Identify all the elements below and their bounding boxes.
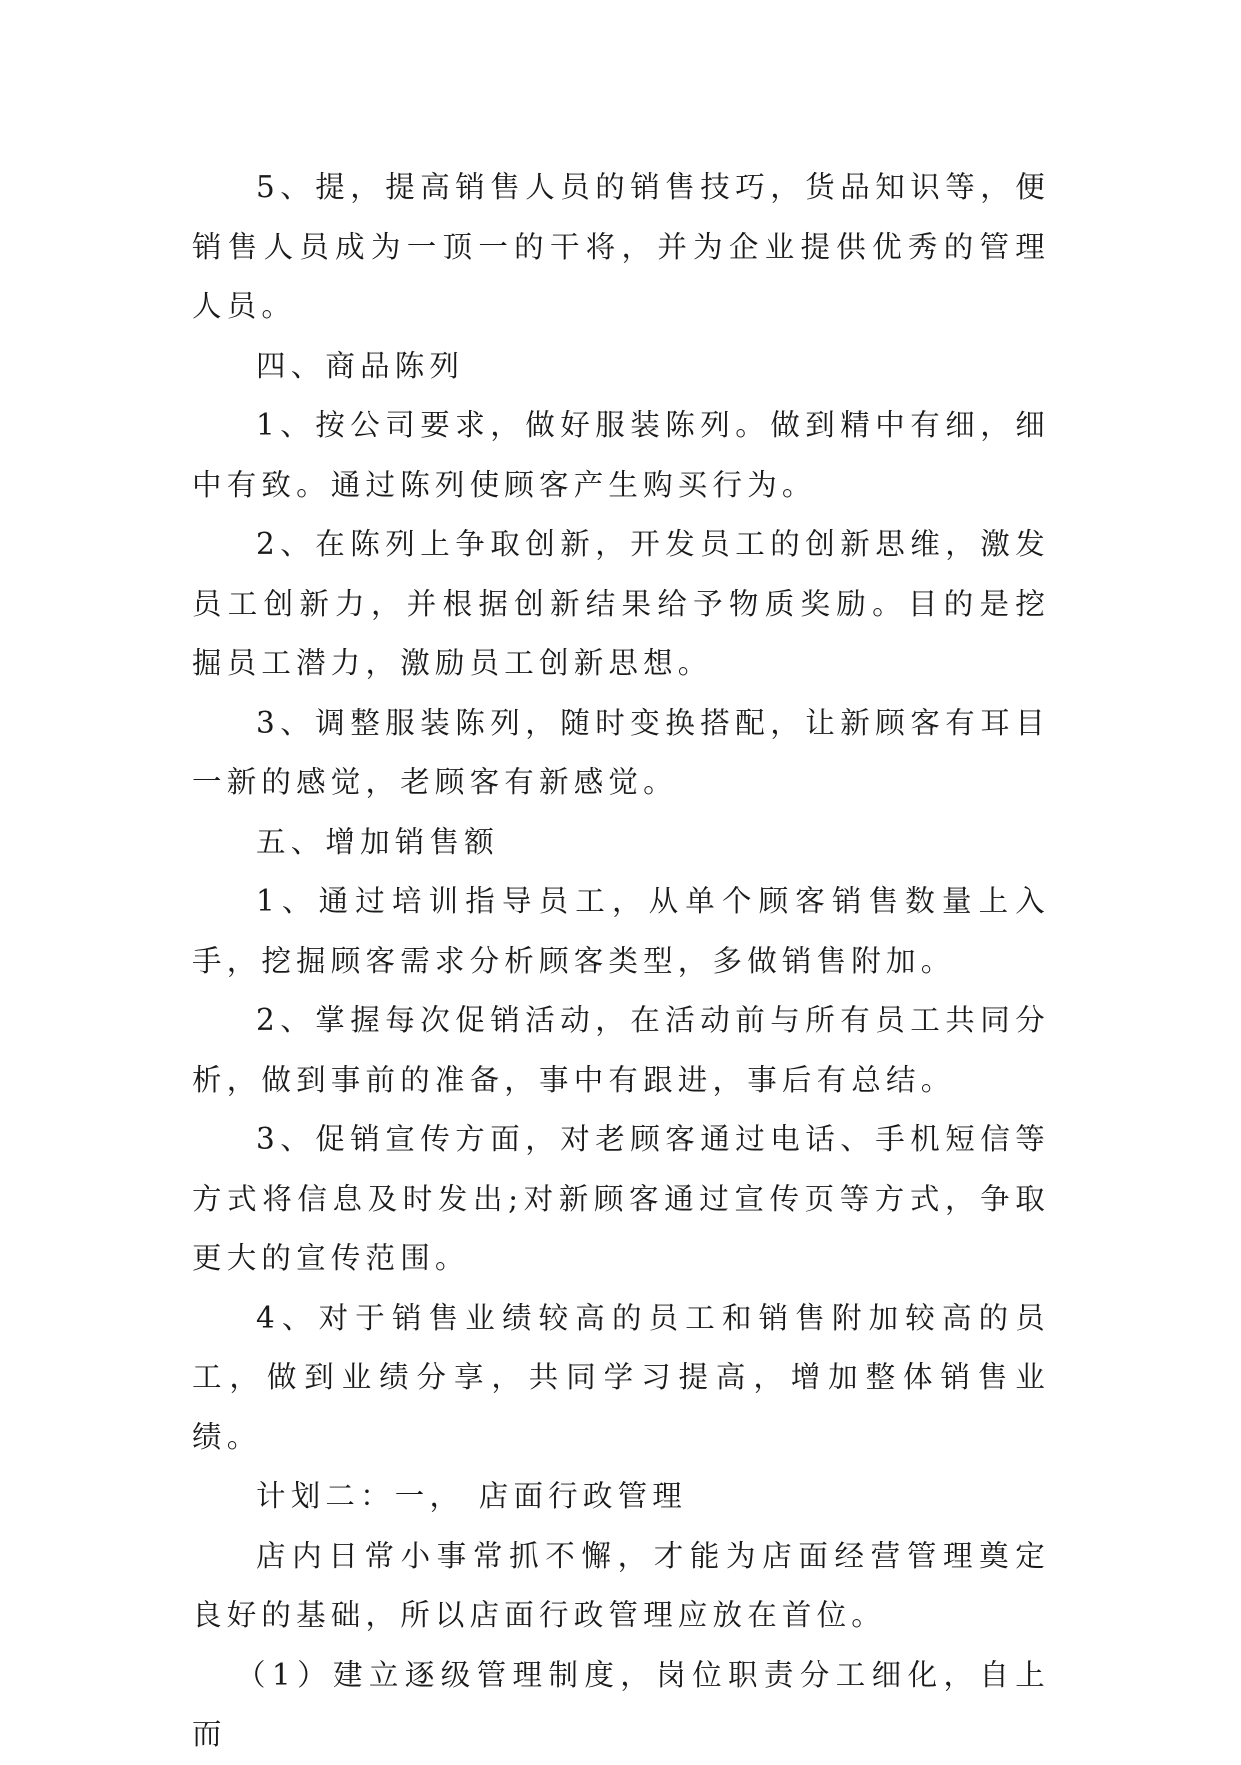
paragraph-admin-1: （1）建立逐级管理制度，岗位职责分工细化，自上而 bbox=[192, 1657, 1050, 1751]
paragraph-display-1: 1、按公司要求，做好服装陈列。做到精中有细，细中有致。通过陈列使顾客产生购买行为。 bbox=[192, 408, 1050, 502]
paragraph-5-training: 5、提，提高销售人员的销售技巧，货品知识等，便销售人员成为一顶一的干将，并为企业提供优秀的管理人员。 bbox=[192, 170, 1050, 323]
document-body bbox=[192, 158, 1050, 1765]
paragraph-sales-4: 4、对于销售业绩较高的员工和销售附加较高的员工，做到业绩分享，共同学习提高，增加整体销售业绩。 bbox=[192, 1300, 1050, 1454]
section-heading-display: 四、商品陈列 bbox=[256, 348, 465, 383]
paragraph-display-3: 3、调整服装陈列，随时变换搭配，让新顾客有耳目一新的感觉，老顾客有新感觉。 bbox=[192, 705, 1050, 799]
paragraph-sales-2: 2、掌握每次促销活动，在活动前与所有员工共同分析，做到事前的准备，事中有跟进，事后有总结。 bbox=[192, 1003, 1050, 1097]
plan-two-heading: 计划二：一， 店面行政管理 bbox=[256, 1479, 687, 1513]
paragraph-display-2: 2、在陈列上争取创新，开发员工的创新思维，激发员工创新力，并根据创新结果给予物质奖励。目的是挖掘员工潜力，激励员工创新思想。 bbox=[192, 527, 1050, 680]
paragraph-sales-1: 1、通过培训指导员工，从单个顾客销售数量上入手，挖掘顾客需求分析顾客类型，多做销售附加。 bbox=[192, 884, 1050, 978]
paragraph-sales-3: 3、促销宣传方面，对老顾客通过电话、手机短信等方式将信息及时发出;对新顾客通过宣传页等方式，争取更大的宣传范围。 bbox=[192, 1122, 1050, 1275]
section-heading-sales: 五、增加销售额 bbox=[256, 824, 499, 859]
paragraph-admin-intro: 店内日常小事常抓不懈，才能为店面经营管理奠定良好的基础，所以店面行政管理应放在首位。 bbox=[192, 1538, 1050, 1632]
